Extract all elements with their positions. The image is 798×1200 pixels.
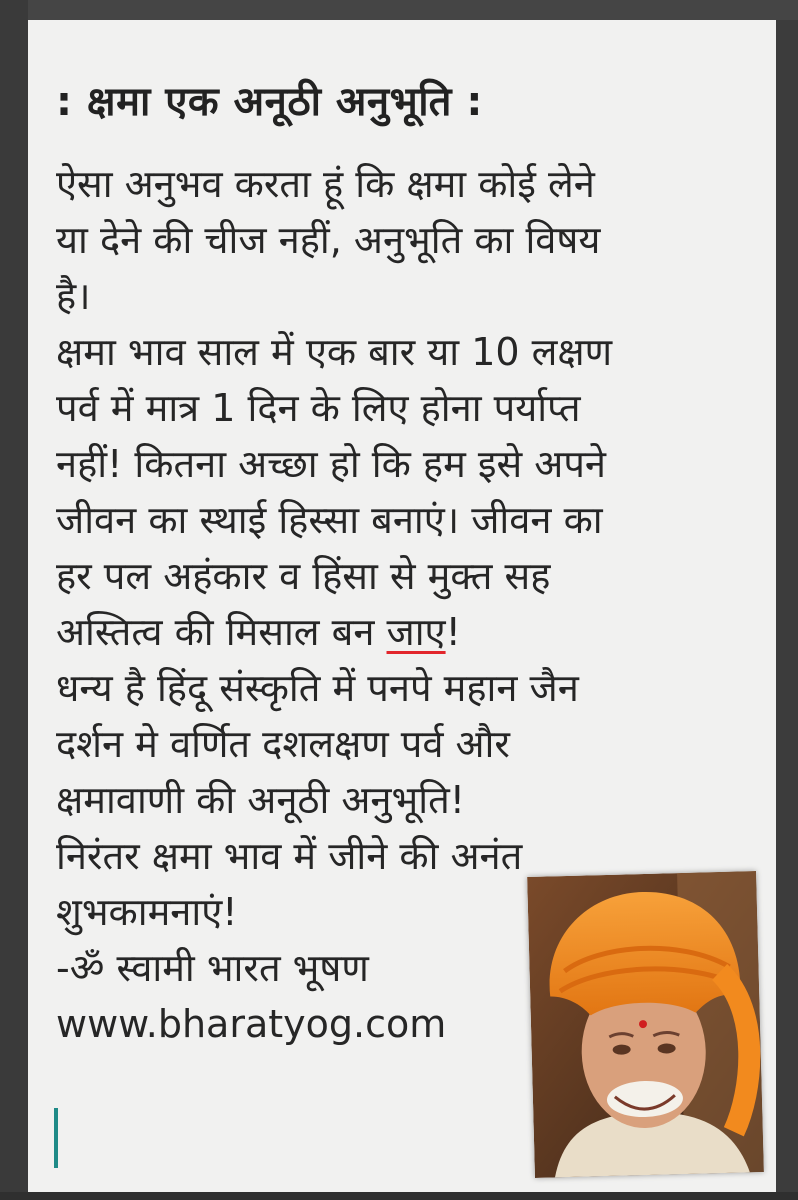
portrait-photo <box>527 871 764 1178</box>
body-line: या देने की चीज नहीं, अनुभूति का विषय <box>56 218 601 262</box>
text-cursor <box>54 1108 58 1168</box>
post-title: : क्षमा एक अनूठी अनुभूति : <box>56 79 483 125</box>
body-line: निरंतर क्षमा भाव में जीने की अनंत <box>56 834 523 878</box>
left-bezel <box>0 0 28 1200</box>
body-line: दर्शन मे वर्णित दशलक्षण पर्व और <box>56 722 510 766</box>
body-line: क्षमा भाव साल में एक बार या 10 लक्षण <box>56 330 613 374</box>
body-line: पर्व में मात्र 1 दिन के लिए होना पर्याप्त <box>56 386 581 430</box>
body-line: धन्य है हिंदू संस्कृति में पनपे महान जैन <box>56 666 579 710</box>
top-bezel <box>0 0 798 20</box>
body-line: क्षमावाणी की अनूठी अनुभूति! <box>56 778 465 822</box>
body-line: हर पल अहंकार व हिंसा से मुक्त सह <box>56 554 551 598</box>
line-text: अस्तित्व की मिसाल बन <box>56 610 387 654</box>
portrait-photo-icon <box>527 871 764 1178</box>
body-line: ऐसा अनुभव करता हूं कि क्षमा कोई लेने <box>56 162 595 206</box>
body-line-with-spellcheck <box>56 604 746 660</box>
line-text: ! <box>445 610 461 654</box>
signature-line: -ॐ स्वामी भारत भूषण <box>56 946 369 990</box>
body-line: शुभकामनाएं! <box>56 890 238 934</box>
bottom-bezel <box>0 1192 798 1200</box>
body-line: नहीं! कितना अच्छा हो कि हम इसे अपने <box>56 442 607 486</box>
body-line: है। <box>56 274 91 318</box>
spellcheck-underlined-word[interactable]: जाए <box>386 610 446 654</box>
body-line: जीवन का स्थाई हिस्सा बनाएं। जीवन का <box>56 498 603 542</box>
website-link[interactable]: www.bharatyog.com <box>56 1002 447 1046</box>
